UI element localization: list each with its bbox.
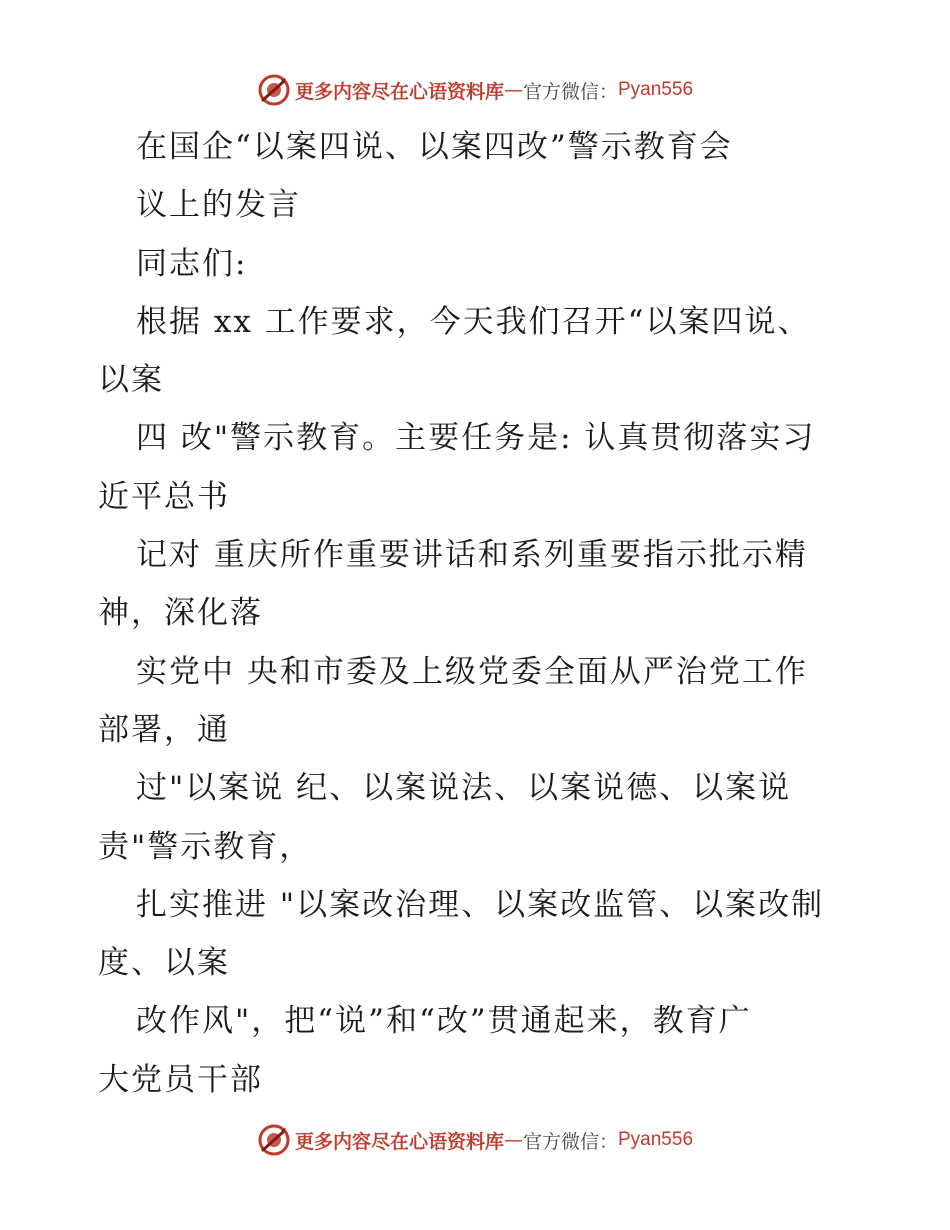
- document-line: 根据 xx 工作要求，今天我们召开“以案四说、: [136, 303, 811, 340]
- brand-logo-icon: [257, 73, 291, 107]
- document-line: 部署，通: [98, 711, 230, 748]
- document-line: 实党中 央和市委及上级党委全面从严治党工作: [136, 653, 808, 690]
- brand-logo-icon: [257, 1123, 291, 1157]
- watermark-brand-text: 更多内容尽在心语资料库: [294, 1130, 504, 1153]
- watermark-official-label: 官方微信：: [522, 1130, 618, 1153]
- document-line: 大党员干部: [98, 1061, 263, 1098]
- document-line: 同志们:: [136, 245, 248, 282]
- document-line: 四 改"警示教育。主要任务是: 认真贯彻落实习: [136, 420, 816, 457]
- watermark-official-label: 官方微信：: [522, 80, 618, 103]
- watermark-dash: —: [503, 1129, 523, 1151]
- document-line: 责"警示教育，: [98, 828, 313, 865]
- watermark-brand-text: 更多内容尽在心语资料库: [294, 80, 504, 103]
- watermark-dash: —: [503, 79, 523, 101]
- watermark-wechat-id: Pyan556: [618, 79, 694, 100]
- document-line: 扎实推进 "以案改治理、以案改监管、以案改制: [136, 886, 825, 923]
- document-line: 记对 重庆所作重要讲话和系列重要指示批示精: [136, 537, 808, 574]
- document-body: [98, 118, 858, 1109]
- document-line: 度、以案: [98, 945, 230, 982]
- document-line: 近平总书: [98, 478, 230, 515]
- header-watermark: [0, 70, 950, 110]
- document-line: 议上的发言: [136, 187, 301, 224]
- watermark-wechat-id: Pyan556: [618, 1129, 694, 1150]
- document-line: 在国企“以案四说、以案四改”警示教育会: [136, 129, 733, 165]
- document-line: 以案: [98, 362, 164, 399]
- document-line: 过"以案说 纪、以案说法、以案说德、以案说: [136, 770, 792, 807]
- document-line: 改作风"，把“说”和“改”贯通起来，教育广: [136, 1003, 752, 1040]
- document-line: 神，深化落: [98, 595, 263, 632]
- footer-watermark: [0, 1120, 950, 1160]
